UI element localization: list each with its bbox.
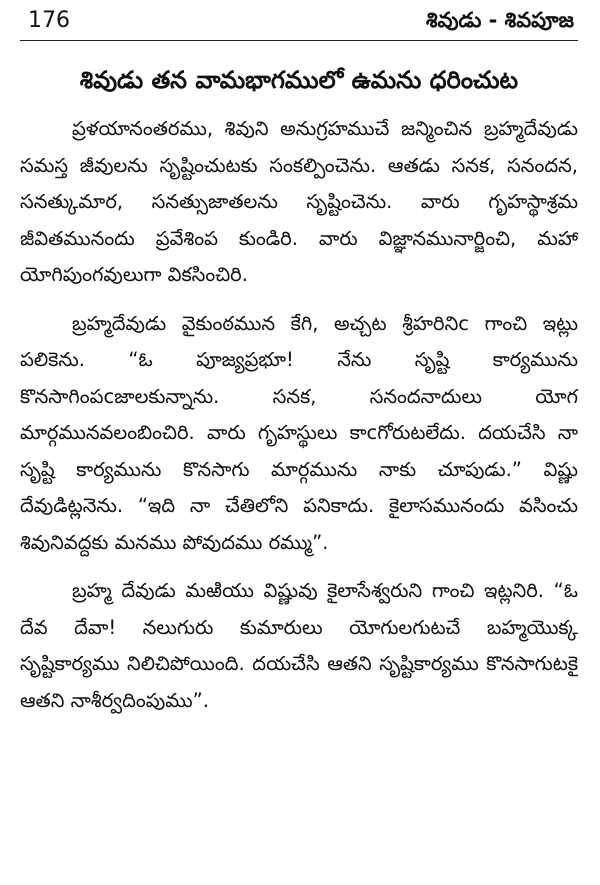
paragraph-1 (20, 111, 578, 294)
paragraph-text: బ్రహ్మదేవుడు వైకుంఠమున కేగి, అచ్చట శ్రీహరినిc గాంచి ఇట్లు పలికెను. “ఓ పూజ్యప్రభూ! నేను సృష్టి కార్యమును కొనసాగింపcజాలకున్నాను. సనక, సనందనాదులు యోగ మార్గమునవలంబించిరి. వారు గృహస్థులు కాcగోరుటలేదు. దయచేసి నా సృష్టి కార్యమును కొనసాగు మార్గమును నాకు చూపుడు.” విష్ణు దేవుడిట్లనెను. “ఇది నా చేతిలోని పనికాదు. కైలాసమునందు వసించు శివునివద్దకు మనము పోవుదము రమ్ము”. (20, 311, 578, 554)
paragraph-text: ప్రళయానంతరము, శివుని అనుగ్రహముచే జన్మించిన బ్రహ్మదేవుడు సమస్త జీవులను సృష్టించుటకు సంకల్పించెను. ఆతడు సనక, సనందన, సనత్కుమార, సనత్సుజాతలను సృష్టించెను. వారు గృహస్థాశ్రమ జీవితమునందు ప్రవేశింప కుండిరి. వారు విజ్ఞానమునార్జించి, మహా యోగిపుంగవులుగా వికసించిరి. (20, 117, 578, 286)
paragraph-3 (20, 573, 578, 719)
paragraph-text: బ్రహ్మ దేవుడు మఱియు విష్ణువు కైలాసేశ్వరుని గాంచి ఇట్లనిరి. “ఓ దేవ దేవా! నలుగురు కుమారులు యోగులగుటచే బహ్మయొక్క సృష్టికార్యము నిలిచిపోయింది. దయచేసి ఆతని సృష్టికార్యము కొనసాగుటకై ఆతని నాశీర్వదింపుము”. (20, 579, 578, 712)
paragraph-2 (20, 306, 578, 562)
page-number: 176 (28, 8, 70, 33)
running-title: శివుడు - శివపూజ (426, 8, 574, 32)
page-header (20, 0, 578, 41)
chapter-title: శివుడు తన వామభాగములో ఉమను ధరించుట (79, 66, 519, 94)
